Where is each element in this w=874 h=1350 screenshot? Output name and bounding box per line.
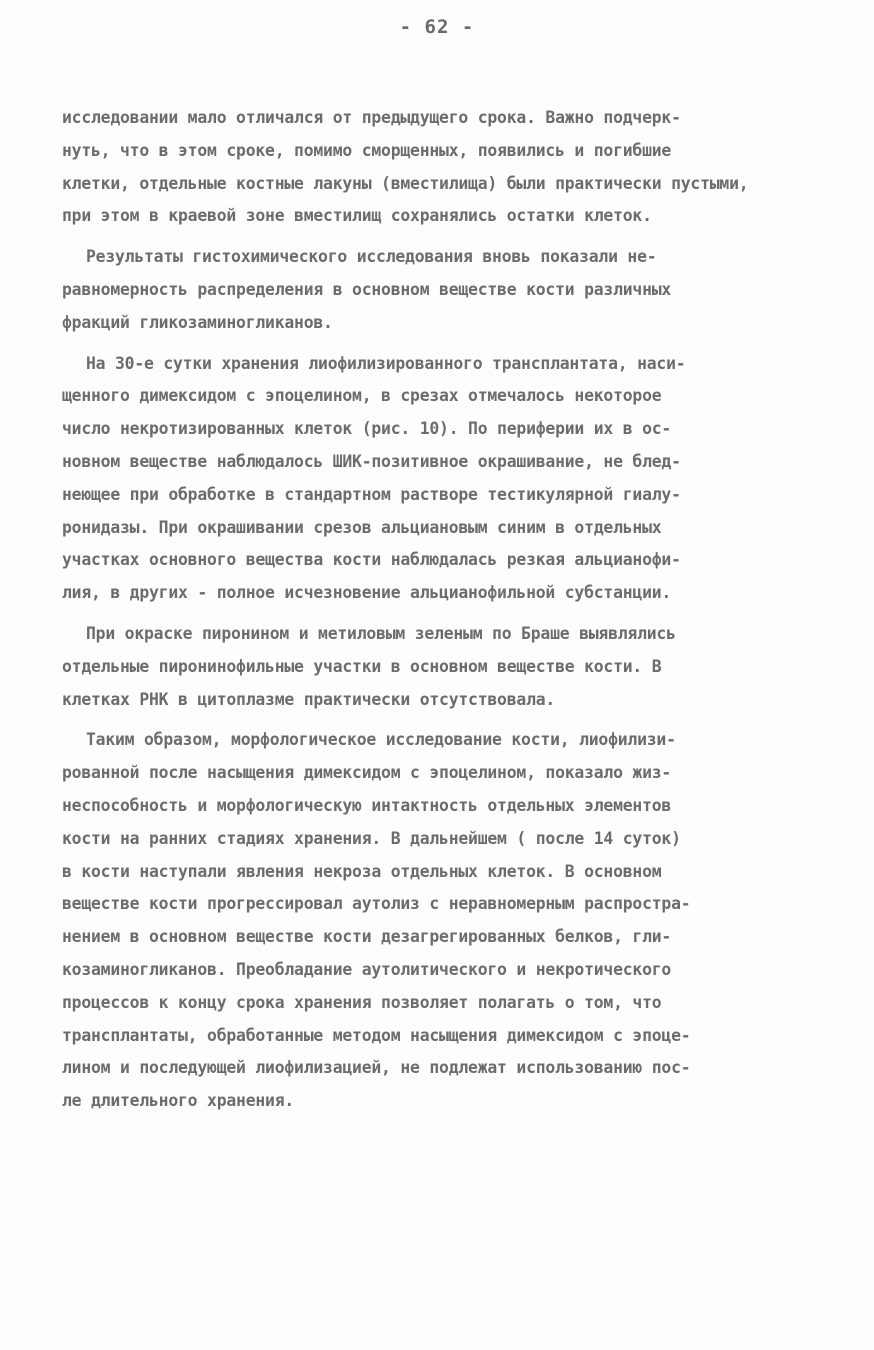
- text-line: равномерность распределения в основном веществе кости различных: [62, 279, 672, 299]
- paragraph-gap: [62, 610, 832, 618]
- text-line: клетки, отдельные костные лакуны (вместилища) были практически пустыми,: [62, 173, 749, 193]
- text-line: отдельные пиронинофильные участки в основном веществе кости. В: [62, 656, 662, 676]
- text-line: ронидазы. При окрашивании срезов альциановым синим в отдельных: [62, 517, 662, 537]
- paragraph-2: [62, 241, 832, 339]
- paragraph-gap: [62, 233, 832, 241]
- text-line: исследовании мало отличался от предыдущего срока. Важно подчерк-: [62, 108, 681, 127]
- text-line: неспособность и морфологическую интактность отдельных элементов: [62, 795, 672, 815]
- paragraph-5: [62, 724, 832, 1118]
- text-line: козаминогликанов. Преобладание аутолитического и некротического: [62, 959, 672, 979]
- text-line: число некротизированных клеток (рис. 10). По периферии их в ос-: [62, 419, 672, 439]
- text-line: неющее при обработке в стандартном растворе тестикулярной гиалу-: [62, 484, 681, 504]
- text-line: лия, в других - полное исчезновение альцианофильной субстанции.: [62, 583, 672, 603]
- text-line: На 30-е сутки хранения лиофилизированного трансплантата, наси-: [86, 353, 686, 373]
- text-line: новном веществе наблюдалось ШИК-позитивное окрашивание, не блед-: [62, 451, 681, 471]
- text-line: ле длительного хранения.: [62, 1091, 295, 1111]
- text-line: Результаты гистохимического исследования вновь показали не-: [86, 247, 657, 267]
- text-line: кости на ранних стадиях хранения. В дальнейшем ( после 14 суток): [62, 828, 681, 848]
- page-number: - 62 -: [399, 16, 475, 38]
- paragraph-gap: [62, 716, 832, 724]
- document-body: [62, 102, 832, 1118]
- text-line: в кости наступали явления некроза отдельных клеток. В основном: [62, 861, 662, 881]
- text-line: фракций гликозаминогликанов.: [62, 312, 333, 332]
- paragraph-gap: [62, 340, 832, 348]
- text-line: При окраске пиронином и метиловым зеленым по Браше выявлялись: [86, 623, 676, 643]
- text-line: при этом в краевой зоне вместилищ сохранялись остатки клеток.: [62, 206, 652, 226]
- text-line: щенного димексидом с эпоцелином, в срезах отмечалось некоторое: [62, 386, 662, 406]
- text-line: трансплантаты, обработанные методом насыщения димексидом с эпоце-: [62, 1025, 691, 1045]
- text-line: процессов к концу срока хранения позволяет полагать о том, что: [62, 992, 662, 1012]
- text-line: нуть, что в этом сроке, помимо сморщенных, появились и погибшие: [62, 140, 672, 160]
- text-line: веществе кости прогрессировал аутолиз с неравномерным распростра-: [62, 894, 691, 914]
- text-line: нением в основном веществе кости дезагрегированных белков, гли-: [62, 927, 672, 947]
- paragraph-1: [62, 102, 832, 233]
- text-line: Таким образом, морфологическое исследование кости, лиофилизи-: [86, 730, 676, 750]
- paragraph-4: [62, 618, 832, 716]
- text-line: лином и последующей лиофилизацией, не подлежат использованию пос-: [62, 1058, 691, 1078]
- text-line: клетках РНК в цитоплазме практически отсутствовала.: [62, 689, 556, 709]
- paragraph-3: [62, 348, 832, 610]
- text-line: рованной после насыщения димексидом с эпоцелином, показало жиз-: [62, 763, 672, 783]
- text-line: участках основного вещества кости наблюдалась резкая альцианофи-: [62, 550, 681, 570]
